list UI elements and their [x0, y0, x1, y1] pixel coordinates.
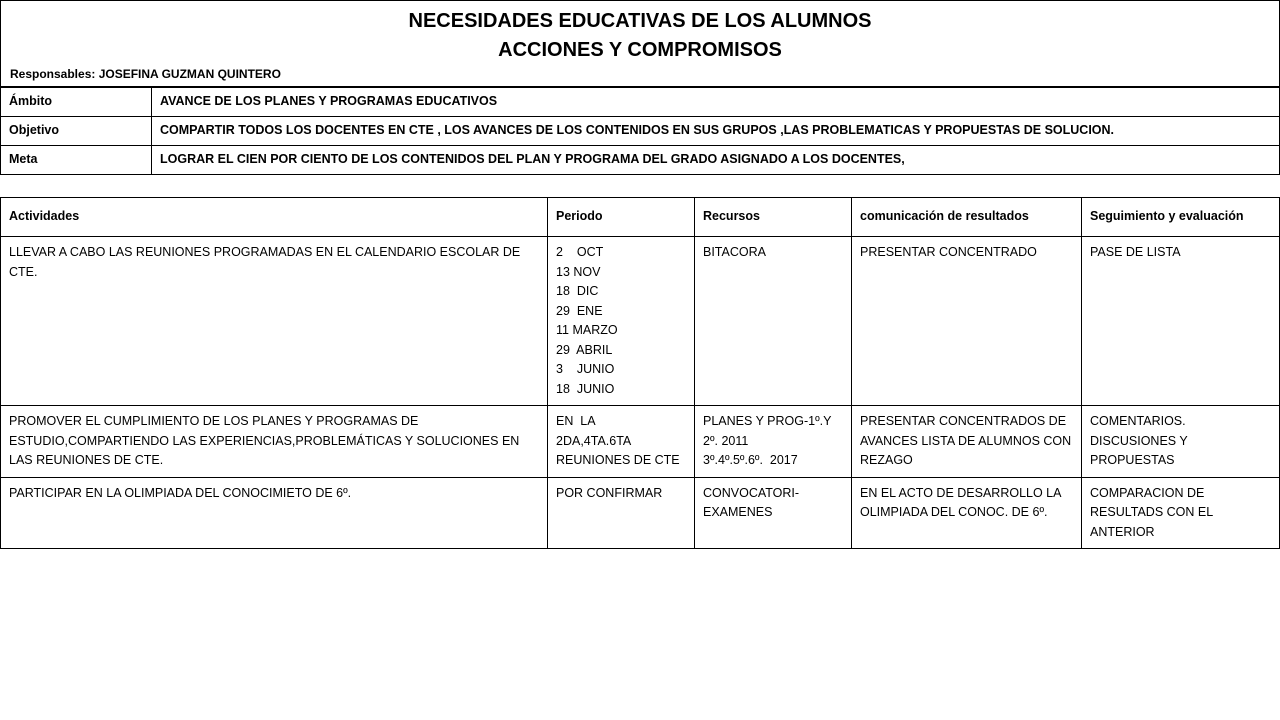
- cell-recursos: CONVOCATORI- EXAMENES: [695, 477, 852, 549]
- periodo-line: 13 NOV: [556, 264, 601, 279]
- periodo-line: 18 DIC: [556, 284, 599, 298]
- cell-comunicacion: PRESENTAR CONCENTRADOS DE AVANCES LISTA DE ALUMNOS CON REZAGO: [852, 406, 1082, 478]
- cell-comunicacion: PRESENTAR CONCENTRADO: [852, 237, 1082, 406]
- periodo-line: REUNIONES DE CTE: [556, 453, 680, 467]
- cell-actividades: PARTICIPAR EN LA OLIMPIADA DEL CONOCIMIETO DE 6º.: [1, 477, 548, 549]
- cell-recursos: [695, 406, 852, 478]
- info-label: Meta: [1, 146, 152, 175]
- periodo-line: POR CONFIRMAR: [556, 485, 663, 500]
- table-row: [1, 237, 1280, 406]
- periodo-line: EN LA: [556, 414, 596, 428]
- info-value: COMPARTIR TODOS LOS DOCENTES EN CTE , LOS AVANCES DE LOS CONTENIDOS EN SUS GRUPOS ,LAS PROBLEMATICAS Y PROPUESTAS DE SOLUCION.: [152, 117, 1280, 146]
- cell-periodo: [548, 477, 695, 549]
- periodo-line: 29 ABRIL: [556, 342, 613, 357]
- cell-recursos: BITACORA: [695, 237, 852, 406]
- periodo-line: 2DA,4TA.6TA: [556, 433, 632, 448]
- info-row-meta: [1, 146, 1280, 175]
- recursos-line: 2º. 2011: [703, 433, 749, 448]
- column-header-seguimiento: Seguimiento y evaluación: [1082, 198, 1280, 237]
- info-label: Objetivo: [1, 117, 152, 146]
- responsables-label: Responsables: JOSEFINA GUZMAN QUINTERO: [10, 67, 281, 81]
- table-row: [1, 406, 1280, 478]
- info-value: AVANCE DE LOS PLANES Y PROGRAMAS EDUCATIVOS: [152, 87, 1280, 117]
- recursos-line: PLANES Y PROG-1º.Y: [703, 414, 832, 428]
- periodo-line: 2 OCT: [556, 245, 604, 259]
- info-row-ambito: [1, 87, 1280, 117]
- info-table: [0, 86, 1280, 175]
- title-line-2: ACCIONES Y COMPROMISOS: [498, 39, 782, 61]
- column-header-recursos: Recursos: [695, 198, 852, 237]
- recursos-line: 3º.4º.5º.6º. 2017: [703, 453, 798, 467]
- periodo-line: 18 JUNIO: [556, 381, 615, 396]
- info-value: LOGRAR EL CIEN POR CIENTO DE LOS CONTENIDOS DEL PLAN Y PROGRAMA DEL GRADO ASIGNADO A LOS DOCENTES,: [152, 146, 1280, 175]
- activities-header-row: [1, 198, 1280, 237]
- activities-table: [0, 197, 1280, 549]
- info-row-objetivo: [1, 117, 1280, 146]
- cell-seguimiento: PASE DE LISTA: [1082, 237, 1280, 406]
- info-label: Ámbito: [1, 87, 152, 117]
- cell-comunicacion: EN EL ACTO DE DESARROLLO LA OLIMPIADA DEL CONOC. DE 6º.: [852, 477, 1082, 549]
- table-row: [1, 477, 1280, 549]
- periodo-line: 3 JUNIO: [556, 362, 615, 376]
- periodo-line: 11 MARZO: [556, 323, 618, 337]
- cell-seguimiento: COMENTARIOS. DISCUSIONES Y PROPUESTAS: [1082, 406, 1280, 478]
- cell-periodo: [548, 406, 695, 478]
- cell-periodo: [548, 237, 695, 406]
- cell-seguimiento: COMPARACION DE RESULTADS CON EL ANTERIOR: [1082, 477, 1280, 549]
- cell-actividades: PROMOVER EL CUMPLIMIENTO DE LOS PLANES Y PROGRAMAS DE ESTUDIO,COMPARTIENDO LAS EXPERIENCIAS,PROBLEMÁTICAS Y SOLUCIONES EN LAS REUNIONES DE CTE.: [1, 406, 548, 478]
- document-header: [0, 0, 1280, 86]
- column-header-comunicacion: comunicación de resultados: [852, 198, 1082, 237]
- column-header-actividades: Actividades: [1, 198, 548, 237]
- column-header-periodo: Periodo: [548, 198, 695, 237]
- periodo-line: 29 ENE: [556, 303, 603, 318]
- title-line-1: NECESIDADES EDUCATIVAS DE LOS ALUMNOS: [408, 10, 872, 32]
- cell-actividades: LLEVAR A CABO LAS REUNIONES PROGRAMADAS EN EL CALENDARIO ESCOLAR DE CTE.: [1, 237, 548, 406]
